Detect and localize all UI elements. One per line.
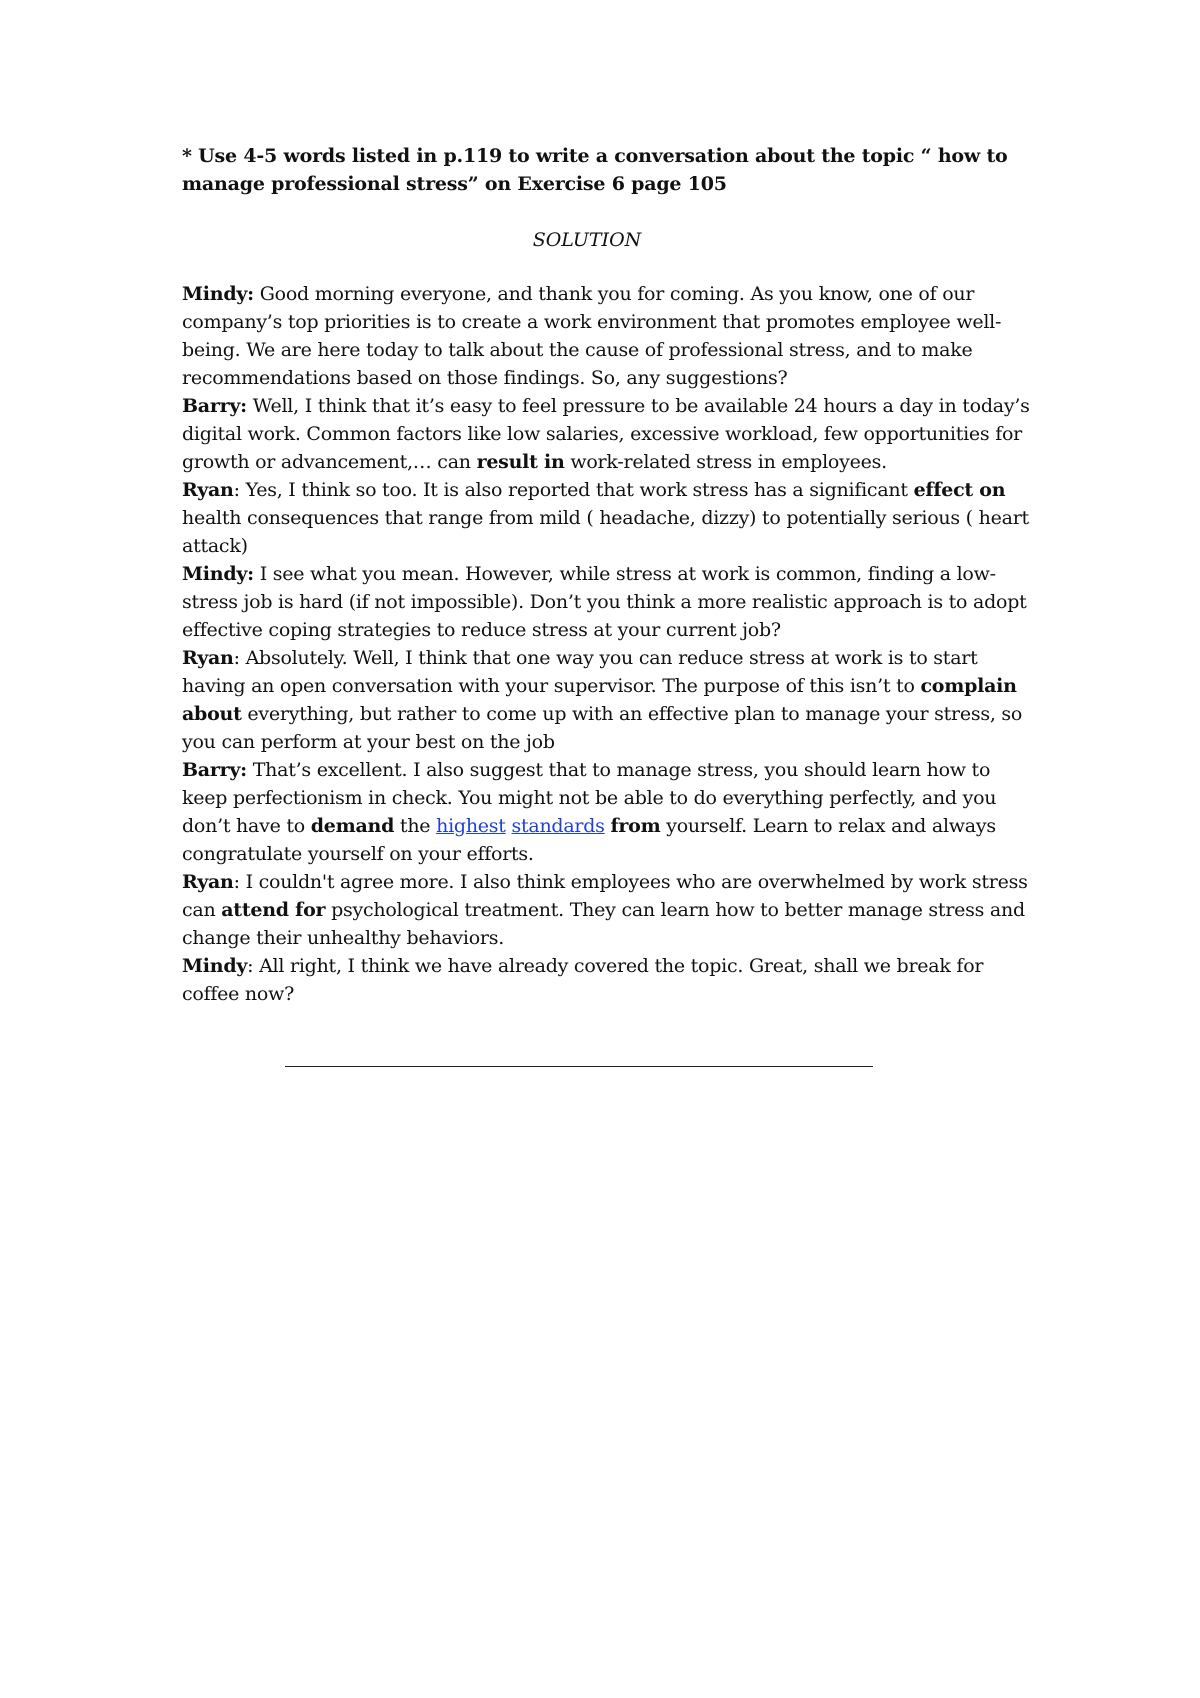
dialogue-turn (182, 476, 1032, 560)
dialogue-text: : I couldn't agree more. I also think employees who are overwhelmed by work stress can (182, 871, 1028, 921)
keyword-phrase: result in (476, 451, 565, 473)
dialogue-text: : Yes, I think so too. It is also reported that work stress has a significant (233, 479, 914, 501)
vocabulary-link[interactable]: highest (436, 815, 506, 837)
dialogue-text: : All right, I think we have already covered the topic. Great, shall we break for coffee now? (182, 955, 984, 1005)
dialogue-turn (182, 392, 1032, 476)
dialogue-text: yourself. Learn to relax and always congratulate yourself on your efforts. (182, 815, 996, 865)
solution-heading: SOLUTION (532, 229, 642, 251)
end-divider-line (285, 1066, 873, 1067)
speaker-name: Mindy: (182, 563, 254, 585)
speaker-name: Mindy (182, 955, 248, 977)
dialogue-text: health consequences that range from mild ( headache, dizzy) to potentially serious ( heart attack) (182, 507, 1029, 557)
speaker-name: Ryan (182, 479, 234, 501)
dialogue-text: Good morning everyone, and thank you for coming. As you know, one of our company’s top priorities is to create a work environment that promotes employee well-being. We are here today to talk about the cause of professional stress, and to make recommendations based on those findings. So, any suggestions? (182, 283, 1002, 389)
keyword-phrase: complain about (182, 675, 1017, 725)
conversation (182, 280, 1032, 1008)
speaker-name: Barry: (182, 759, 247, 781)
vocabulary-link[interactable]: standards (511, 815, 605, 837)
document-body (182, 142, 1032, 1008)
speaker-name: Barry: (182, 395, 247, 417)
dialogue-text: That’s excellent. I also suggest that to manage stress, you should learn how to keep perfectionism in check. You might not be able to do everything perfectly, and you don’t have to (182, 759, 997, 837)
speaker-name: Ryan (182, 871, 234, 893)
dialogue-turn (182, 868, 1032, 952)
dialogue-turn (182, 952, 1032, 1008)
dialogue-text: psychological treatment. They can learn how to better manage stress and change their unhealthy behaviors. (182, 899, 1025, 949)
dialogue-turn (182, 280, 1032, 392)
dialogue-turn (182, 560, 1032, 644)
dialogue-text: : Absolutely. Well, I think that one way you can reduce stress at work is to start having an open conversation with your supervisor. The purpose of this isn’t to (182, 647, 978, 697)
keyword-phrase: demand (310, 815, 395, 837)
dialogue-text: the (394, 815, 437, 837)
dialogue-turn (182, 644, 1032, 756)
keyword-phrase: effect on (913, 479, 1006, 501)
task-instruction: * Use 4-5 words listed in p.119 to write a conversation about the topic “ how to manage professional stress” on Exercise 6 page 105 (182, 145, 1008, 195)
keyword-phrase: from (610, 815, 661, 837)
dialogue-text: work-related stress in employees. (564, 451, 887, 473)
dialogue-text: everything, but rather to come up with an effective plan to manage your stress, so you can perform at your best on the job (182, 703, 1023, 753)
speaker-name: Mindy: (182, 283, 254, 305)
keyword-phrase: attend for (221, 899, 326, 921)
speaker-name: Ryan (182, 647, 234, 669)
dialogue-turn (182, 756, 1032, 868)
dialogue-text: I see what you mean. However, while stress at work is common, finding a low-stress job is hard (if not impossible). Don’t you think a more realistic approach is to adopt effective coping strategies to reduce stress at your current job? (182, 563, 1027, 641)
dialogue-text: Well, I think that it’s easy to feel pressure to be available 24 hours a day in today’s digital work. Common factors like low salaries, excessive workload, few opportunities for growth or advancement,… can (182, 395, 1030, 473)
